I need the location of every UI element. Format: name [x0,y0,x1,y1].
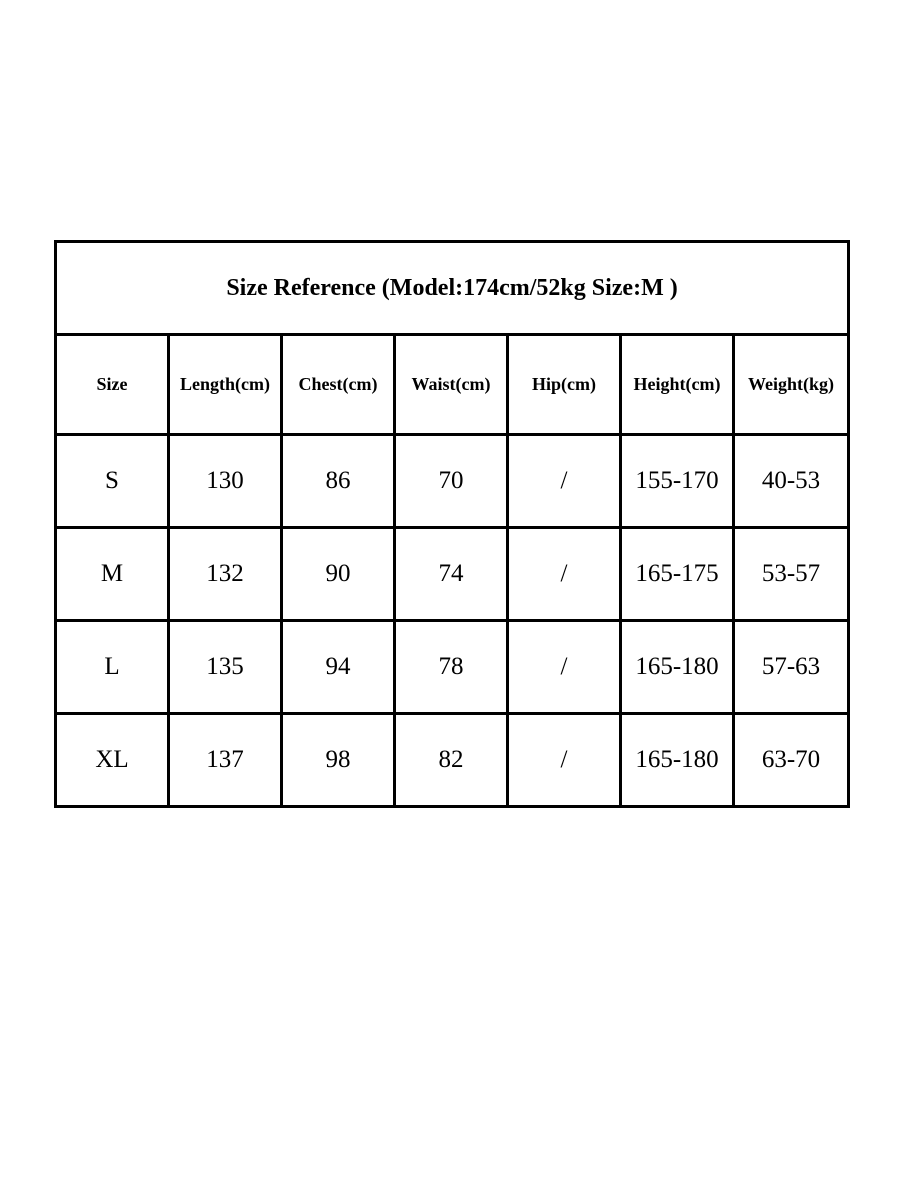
cell-waist: 82 [395,714,508,807]
cell-weight: 63-70 [734,714,849,807]
header-weight: Weight(kg) [734,335,849,435]
cell-height: 155-170 [621,435,734,528]
cell-chest: 98 [282,714,395,807]
header-waist: Waist(cm) [395,335,508,435]
table-title: Size Reference (Model:174cm/52kg Size:M ) [56,242,849,335]
cell-weight: 53-57 [734,528,849,621]
cell-height: 165-180 [621,714,734,807]
cell-chest: 86 [282,435,395,528]
table-row [56,528,849,621]
cell-waist: 74 [395,528,508,621]
cell-hip: / [508,528,621,621]
cell-weight: 57-63 [734,621,849,714]
cell-size: M [56,528,169,621]
table-row [56,435,849,528]
cell-weight: 40-53 [734,435,849,528]
header-length: Length(cm) [169,335,282,435]
cell-chest: 90 [282,528,395,621]
cell-length: 132 [169,528,282,621]
cell-size: L [56,621,169,714]
size-chart-table [54,240,850,808]
table-row [56,714,849,807]
header-row [56,335,849,435]
cell-size: XL [56,714,169,807]
cell-length: 130 [169,435,282,528]
header-height: Height(cm) [621,335,734,435]
header-hip: Hip(cm) [508,335,621,435]
cell-chest: 94 [282,621,395,714]
table-row [56,621,849,714]
cell-length: 137 [169,714,282,807]
cell-waist: 78 [395,621,508,714]
header-chest: Chest(cm) [282,335,395,435]
cell-hip: / [508,714,621,807]
cell-length: 135 [169,621,282,714]
cell-hip: / [508,621,621,714]
cell-hip: / [508,435,621,528]
header-size: Size [56,335,169,435]
cell-waist: 70 [395,435,508,528]
cell-height: 165-175 [621,528,734,621]
cell-height: 165-180 [621,621,734,714]
cell-size: S [56,435,169,528]
